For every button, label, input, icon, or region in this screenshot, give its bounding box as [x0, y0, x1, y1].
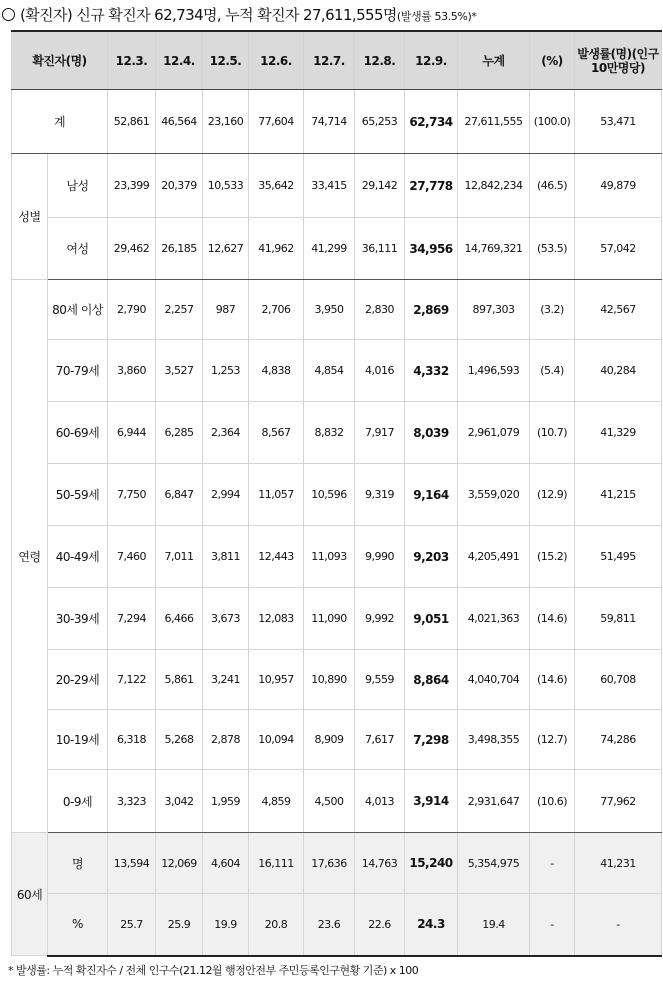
table-cell: -	[530, 833, 575, 894]
circle-bullet-icon	[2, 8, 15, 21]
table-cell: 41,962	[249, 218, 304, 280]
table-cell: (12.7)	[530, 710, 575, 770]
header-row	[12, 31, 662, 90]
row-label: 60-69세	[48, 402, 108, 464]
table-cell: 29,142	[355, 154, 405, 218]
table-cell: 3,241	[203, 650, 249, 710]
table-cell: 41,215	[575, 464, 662, 526]
table-cell: 2,961,079	[458, 402, 530, 464]
table-cell: 2,364	[203, 402, 249, 464]
table-cell: 897,303	[458, 280, 530, 340]
table-cell: 25.9	[156, 894, 203, 956]
table-cell: 7,917	[355, 402, 405, 464]
table-cell: 2,706	[249, 280, 304, 340]
table-cell: 77,962	[575, 770, 662, 833]
table-cell: 9,319	[355, 464, 405, 526]
header-cell: 12.4.	[156, 31, 203, 90]
table-cell: 2,931,647	[458, 770, 530, 833]
table-row	[12, 280, 662, 340]
table-cell: 4,332	[405, 340, 458, 402]
table-cell: 33,415	[304, 154, 355, 218]
table-cell: 10,957	[249, 650, 304, 710]
table-cell: 8,832	[304, 402, 355, 464]
table-cell: 15,240	[405, 833, 458, 894]
table-cell: 12,443	[249, 526, 304, 588]
table-cell: 14,769,321	[458, 218, 530, 280]
table-cell: (3.2)	[530, 280, 575, 340]
table-cell: 6,944	[108, 402, 156, 464]
table-cell: 8,039	[405, 402, 458, 464]
table-cell: (12.9)	[530, 464, 575, 526]
row-label: 70-79세	[48, 340, 108, 402]
table-cell: 1,253	[203, 340, 249, 402]
table-cell: 4,016	[355, 340, 405, 402]
table-cell: 2,994	[203, 464, 249, 526]
table-cell: 1,959	[203, 770, 249, 833]
table-cell: 4,500	[304, 770, 355, 833]
table-cell: 16,111	[249, 833, 304, 894]
table-cell: (5.4)	[530, 340, 575, 402]
row-label: 50-59세	[48, 464, 108, 526]
table-cell: (15.2)	[530, 526, 575, 588]
table-cell: 23.6	[304, 894, 355, 956]
row-label: 20-29세	[48, 650, 108, 710]
table-cell: 25.7	[108, 894, 156, 956]
table-cell: 2,830	[355, 280, 405, 340]
table-cell: 12,069	[156, 833, 203, 894]
table-cell: (100.0)	[530, 90, 575, 154]
group-label: 연령	[12, 280, 48, 833]
table-cell: 41,231	[575, 833, 662, 894]
table-cell: (14.6)	[530, 588, 575, 650]
table-cell: (10.7)	[530, 402, 575, 464]
row-label: 10-19세	[48, 710, 108, 770]
table-cell: 36,111	[355, 218, 405, 280]
page-title	[2, 2, 662, 28]
header-cell: 확진자(명)	[12, 31, 108, 90]
table-cell: -	[575, 894, 662, 956]
table-cell: 17,636	[304, 833, 355, 894]
table-cell: 2,878	[203, 710, 249, 770]
table-cell: 3,559,020	[458, 464, 530, 526]
table-cell: 9,203	[405, 526, 458, 588]
table-cell: 7,294	[108, 588, 156, 650]
table-cell: 3,673	[203, 588, 249, 650]
row-label: 30-39세	[48, 588, 108, 650]
title-main: 신규 확진자 62,734명, 누적 확진자 27,611,555명	[76, 6, 397, 24]
table-cell: 62,734	[405, 90, 458, 154]
table-cell: 35,642	[249, 154, 304, 218]
confirmed-cases-table	[11, 30, 662, 957]
table-row	[12, 464, 662, 526]
table-cell: 41,329	[575, 402, 662, 464]
table-cell: 4,854	[304, 340, 355, 402]
row-label: 40-49세	[48, 526, 108, 588]
table-cell: 74,286	[575, 710, 662, 770]
table-cell: 11,057	[249, 464, 304, 526]
table-cell: 51,495	[575, 526, 662, 588]
table-cell: 3,498,355	[458, 710, 530, 770]
table-cell: 8,864	[405, 650, 458, 710]
table-cell: 7,011	[156, 526, 203, 588]
title-prefix: (확진자)	[20, 6, 73, 24]
table-cell: 4,040,704	[458, 650, 530, 710]
table-cell: 3,527	[156, 340, 203, 402]
table-cell: 11,090	[304, 588, 355, 650]
table-cell: 23,399	[108, 154, 156, 218]
table-cell: 9,164	[405, 464, 458, 526]
table-cell: 3,950	[304, 280, 355, 340]
table-cell: 5,268	[156, 710, 203, 770]
table-cell: (14.6)	[530, 650, 575, 710]
table-cell: 29,462	[108, 218, 156, 280]
header-cell: 12.3.	[108, 31, 156, 90]
table-cell: -	[530, 894, 575, 956]
table-cell: 6,466	[156, 588, 203, 650]
row-label: 계	[12, 90, 108, 154]
row-label: 80세 이상	[48, 280, 108, 340]
table-cell: 4,205,491	[458, 526, 530, 588]
table-cell: 20.8	[249, 894, 304, 956]
header-cell: 12.8.	[355, 31, 405, 90]
table-cell: 9,051	[405, 588, 458, 650]
table-cell: 60,708	[575, 650, 662, 710]
table-row	[12, 526, 662, 588]
table-cell: 7,460	[108, 526, 156, 588]
table-cell: 12,083	[249, 588, 304, 650]
table-cell: 9,559	[355, 650, 405, 710]
table-cell: 57,042	[575, 218, 662, 280]
table-cell: 40,284	[575, 340, 662, 402]
table-cell: 8,909	[304, 710, 355, 770]
table-row	[12, 588, 662, 650]
table-cell: 49,879	[575, 154, 662, 218]
row-label: %	[48, 894, 108, 956]
table-cell: 74,714	[304, 90, 355, 154]
table-cell: 12,842,234	[458, 154, 530, 218]
table-cell: 4,859	[249, 770, 304, 833]
header-cell: 12.9.	[405, 31, 458, 90]
table-cell: 10,533	[203, 154, 249, 218]
table-cell: 10,890	[304, 650, 355, 710]
row-label: 명	[48, 833, 108, 894]
table-cell: 12,627	[203, 218, 249, 280]
table-cell: 5,861	[156, 650, 203, 710]
table-cell: 24.3	[405, 894, 458, 956]
group-label: 성별	[12, 154, 48, 280]
table-row	[12, 650, 662, 710]
table-cell: 3,860	[108, 340, 156, 402]
row-label: 여성	[48, 218, 108, 280]
table-cell: 3,811	[203, 526, 249, 588]
table-cell: 4,604	[203, 833, 249, 894]
table-cell: 9,992	[355, 588, 405, 650]
table-cell: 20,379	[156, 154, 203, 218]
table-cell: 42,567	[575, 280, 662, 340]
table-cell: 22.6	[355, 894, 405, 956]
table-cell: 6,285	[156, 402, 203, 464]
table-row	[12, 218, 662, 280]
footnote: * 발생률: 누적 확진자수 / 전체 인구수(21.12월 행정안전부 주민등록인구현황 기준) x 100	[8, 964, 419, 977]
table-cell: 7,617	[355, 710, 405, 770]
header-cell: 12.5.	[203, 31, 249, 90]
table-cell: 52,861	[108, 90, 156, 154]
table-cell: 6,318	[108, 710, 156, 770]
table-cell: 8,567	[249, 402, 304, 464]
table-row	[12, 894, 662, 956]
table-cell: 1,496,593	[458, 340, 530, 402]
table-cell: 41,299	[304, 218, 355, 280]
table-cell: 10,094	[249, 710, 304, 770]
table-row	[12, 90, 662, 154]
table-row	[12, 340, 662, 402]
table-cell: 4,021,363	[458, 588, 530, 650]
table-cell: 2,257	[156, 280, 203, 340]
table-cell: 7,298	[405, 710, 458, 770]
table-cell: 46,564	[156, 90, 203, 154]
header-cell: 발생률(명)(인구 10만명당)	[575, 31, 662, 90]
row-label: 0-9세	[48, 770, 108, 833]
table-cell: 5,354,975	[458, 833, 530, 894]
header-cell: (%)	[530, 31, 575, 90]
table-cell: 987	[203, 280, 249, 340]
table-cell: 19.9	[203, 894, 249, 956]
table-row	[12, 402, 662, 464]
table-cell: 4,838	[249, 340, 304, 402]
table-cell: 53,471	[575, 90, 662, 154]
table-cell: 59,811	[575, 588, 662, 650]
header-cell: 12.6.	[249, 31, 304, 90]
table-cell: 6,847	[156, 464, 203, 526]
table-cell: (10.6)	[530, 770, 575, 833]
table-cell: (53.5)	[530, 218, 575, 280]
table-cell: 4,013	[355, 770, 405, 833]
table-cell: 14,763	[355, 833, 405, 894]
table-cell: 3,323	[108, 770, 156, 833]
table-cell: 23,160	[203, 90, 249, 154]
header-cell: 누계	[458, 31, 530, 90]
table-row	[12, 833, 662, 894]
table-cell: 9,990	[355, 526, 405, 588]
table-cell: 2,869	[405, 280, 458, 340]
table-cell: 2,790	[108, 280, 156, 340]
table-cell: 3,042	[156, 770, 203, 833]
table-cell: 65,253	[355, 90, 405, 154]
table-cell: 19.4	[458, 894, 530, 956]
table-row	[12, 154, 662, 218]
title-suffix: (발생률 53.5%)*	[396, 10, 477, 23]
table-cell: 26,185	[156, 218, 203, 280]
header-cell: 12.7.	[304, 31, 355, 90]
table-cell: 77,604	[249, 90, 304, 154]
group-label: 60세	[12, 833, 48, 956]
row-label: 남성	[48, 154, 108, 218]
table-cell: 7,122	[108, 650, 156, 710]
table-row	[12, 770, 662, 833]
table-cell: 34,956	[405, 218, 458, 280]
table-cell: (46.5)	[530, 154, 575, 218]
table-cell: 27,778	[405, 154, 458, 218]
table-cell: 11,093	[304, 526, 355, 588]
table-cell: 3,914	[405, 770, 458, 833]
table-cell: 27,611,555	[458, 90, 530, 154]
table-cell: 10,596	[304, 464, 355, 526]
table-cell: 13,594	[108, 833, 156, 894]
table-cell: 7,750	[108, 464, 156, 526]
table-row	[12, 710, 662, 770]
